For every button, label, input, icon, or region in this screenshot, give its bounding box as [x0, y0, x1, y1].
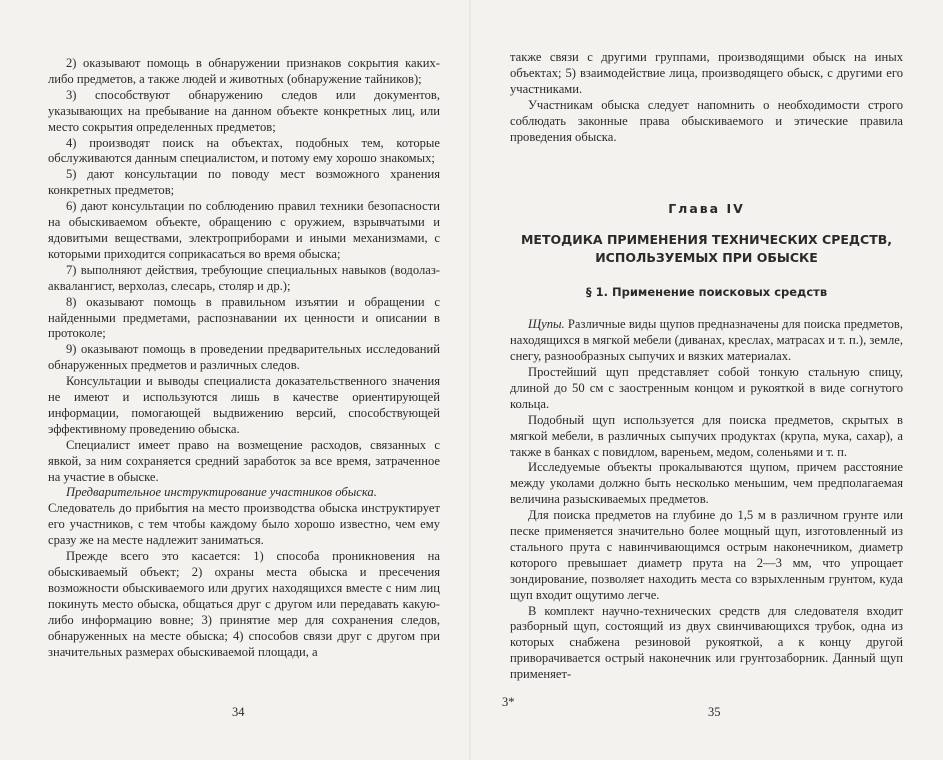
probes-paragraph — [510, 317, 903, 365]
chapter-title: МЕТОДИКА ПРИМЕНЕНИЯ ТЕХНИЧЕСКИХ СРЕДСТВ, ИСПОЛЬЗУЕМЫХ ПРИ ОБЫСКЕ — [520, 232, 893, 266]
continuation-paragraph: также связи с другими группами, производящими обыск на иных объектах; 5) взаимодействие лица, производящего обыск, с другими его участниками. — [510, 50, 903, 96]
left-column-text — [48, 56, 440, 660]
paragraph: Для поиска предметов на глубине до 1,5 м в различном грунте или песке применяется значительно более мощный щуп, изготовленный из стального прута с навинчивающимся острым наконечником, диаметр которого превышает диаметр прута на 2—3 мм, что упрощает зондирование, позволяет находить места со взрыхленным грунтом, куда щуп входит ощутимо легче. — [510, 508, 903, 602]
probes-text: Различные виды щупов предназначены для поиска предметов, находящихся в мягкой мебели (диванах, креслах, матрасах и т. п.), земле, снегу, разнообразных сыпучих и вязких материалах. — [510, 317, 903, 364]
paragraph: 8) оказывают помощь в правильном изъятии и обращении с найденными предметами, распознавании их ценности и описании в протоколе; — [48, 294, 440, 341]
right-column-text — [510, 50, 903, 683]
paragraph: Исследуемые объекты прокалываются щупом, причем расстояние между уколами должно быть несколько меньшим, чем предполагаемая величина разыскиваемых предметов. — [510, 460, 903, 507]
signature-mark: 3* — [502, 695, 515, 709]
paragraph: Специалист имеет право на возмещение расходов, связанных с явкой, за ним сохраняется средний заработок за все время, затраченное на участие в обыске. — [48, 437, 440, 484]
right-page — [470, 0, 943, 760]
paragraph: 7) выполняют действия, требующие специальных навыков (водолаз-аквалангист, верхолаз, слесарь, столяр и др.); — [48, 262, 440, 293]
paragraph: В комплект научно-технических средств для следователя входит разборный щуп, состоящий из двух свинчивающихся трубок, одна из которых снабжена резиновой рукояткой, а к концу другой приворачивается острый наконечник или грунтозаборник. Данный щуп применяет- — [510, 603, 903, 682]
paragraph: Простейший щуп представляет собой тонкую стальную спицу, длиной до 50 см с заостренным концом и рукояткой в виде согнутого кольца. — [510, 364, 903, 411]
instruct-lead: Предварительное инструктирование участников обыска. — [66, 485, 377, 500]
page-number-left: 34 — [232, 705, 245, 719]
instruct-text: Следователь до прибытия на место производства обыска инструктирует его участников, с тем чтобы каждому было хорошо известно, чем ему сразу же на месте надлежит заниматься. — [48, 501, 440, 548]
paragraph: Консультации и выводы специалиста доказательственного значения не имеют и используются лишь в качестве ориентирующей информации, помогающей выдвижению версий, способствующей эффективному проведению обыска. — [48, 374, 440, 436]
page-number-right: 35 — [708, 705, 721, 719]
paragraph: 9) оказывают помощь в проведении предварительных исследований обнаруженных предметов и различных следов. — [48, 342, 440, 373]
probes-lead: Щупы. — [528, 317, 565, 332]
section-title: § 1. Применение поисковых средств — [585, 285, 828, 300]
paragraph: 2) оказывают помощь в обнаружении признаков сокрытия каких-либо предметов, а также людей и животных (обнаружение тайников); — [48, 56, 440, 86]
paragraph: 5) дают консультации по поводу мест возможного хранения конкретных предметов; — [48, 167, 440, 198]
paragraph: Прежде всего это касается: 1) способа проникновения на обыскиваемый объект; 2) охраны места обыска и пресечения возможности обыскиваемого или других находящихся вместе с ним лиц покинуть место обыска, общаться друг с другом или передавать какую-либо информацию вовне; 3) принятие мер для сохранения следов, обнаруженных на месте обыска; 4) способов связи друг с другом при значительных размерах обыскиваемой площади, а — [48, 549, 440, 659]
instruct-paragraph — [48, 485, 440, 501]
paragraph: 4) производят поиск на объектах, подобных тем, которые обслуживаются данным специалистом, и потому ему хорошо знакомых; — [48, 135, 440, 166]
paragraph: 6) дают консультации по соблюдению правил техники безопасности на обыскиваемом объекте, обращению с оружием, взрывчатыми и ядовитыми веществами, электроприборами и иными механизмами, с которыми приходится соприкасаться во время обыска; — [48, 199, 440, 261]
paragraph: 3) способствуют обнаружению следов или документов, указывающих на пребывание на данном объекте конкретных лиц, или место сокрытия определенных предметов; — [48, 87, 440, 134]
left-page — [0, 0, 470, 760]
chapter-label: Глава IV — [668, 201, 745, 217]
reminder-paragraph: Участникам обыска следует напомнить о необходимости строго соблюдать законные права обыскиваемого и этические правила проведения обыска. — [510, 97, 903, 144]
paragraph: Подобный щуп используется для поиска предметов, скрытых в мягкой мебели, в различных сыпучих продуктах (крупа, мука, сахар), а также в банках с повидлом, вареньем, медом, соленьями и т. п. — [510, 412, 903, 459]
